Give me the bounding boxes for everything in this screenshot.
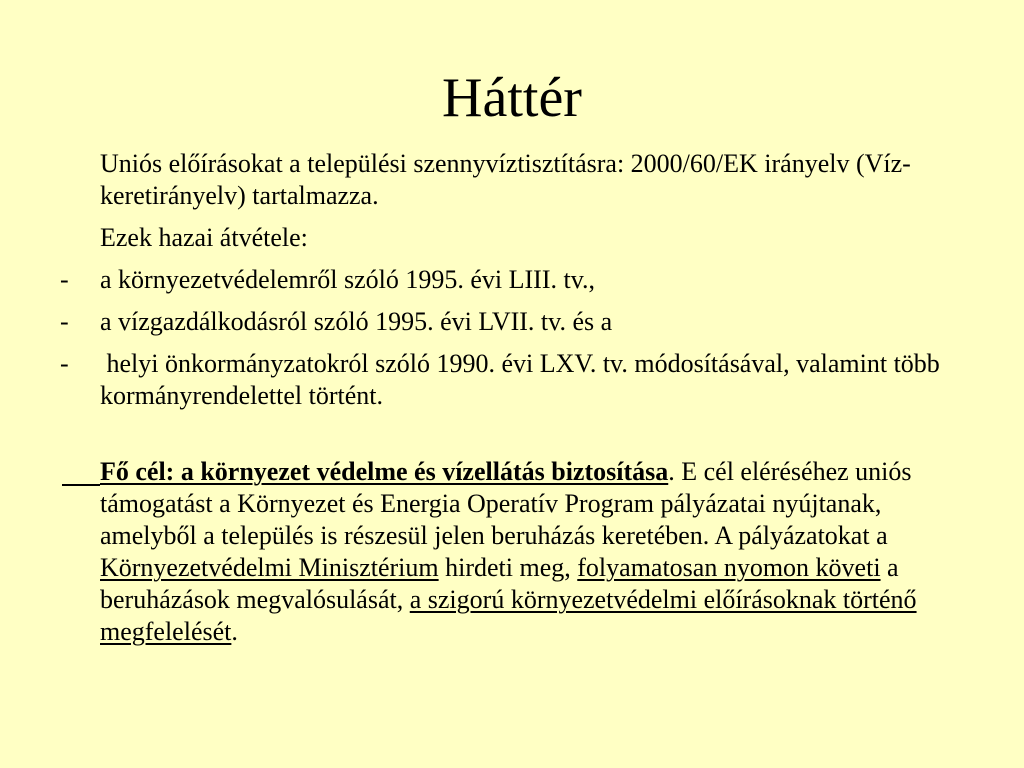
main-goal-text: a beruházások megvalósulását, [100, 553, 899, 614]
law-text: a vízgazdálkodásról szóló 1995. évi LVII. tv. és a [100, 307, 613, 336]
underline-lead [60, 456, 100, 488]
intro-paragraph: Uniós előírásokat a települési szennyvíztisztításra: 2000/60/EK irányelv (Víz-keretirányelv) tartalmazza. [100, 149, 911, 210]
law-list-item [60, 306, 970, 338]
main-goal-end: . [231, 617, 238, 646]
law-list-item [60, 264, 970, 296]
spacer [60, 422, 970, 456]
slide-body [60, 148, 970, 648]
law-text: helyi önkormányzatokról szóló 1990. évi LXV. tv. módosításával, valamint több kormányrendelettel történt. [100, 349, 947, 410]
slide-title: Háttér [442, 67, 582, 129]
monitoring-link[interactable]: folyamatosan nyomon követi [577, 553, 881, 582]
bullet-dash: - [60, 265, 69, 294]
law-text: a környezetvédelemről szóló 1995. évi LIII. tv., [100, 265, 596, 294]
main-goal-paragraph [60, 456, 970, 648]
adoption-intro: Ezek hazai átvétele: [100, 223, 308, 252]
bullet-dash: - [60, 349, 69, 378]
compliance-link[interactable]: a szigorú környezetvédelmi előírásoknak történő megfelelését [100, 585, 917, 646]
main-goal-text: hirdeti meg, [438, 553, 578, 582]
main-goal-text: . E cél eléréséhez uniós támogatást a Környezet és Energia Operatív Program pályázatai nyújtanak, amelyből a település is részesül jelen beruházás keretében. A pályázatokat a [100, 457, 912, 550]
bullet-dash: - [60, 307, 69, 336]
main-goal-heading: Fő cél: a környezet védelme és vízellátás biztosítása [100, 457, 669, 486]
law-list-item [60, 348, 970, 412]
ministry-link[interactable]: Környezetvédelmi Minisztérium [100, 553, 439, 582]
